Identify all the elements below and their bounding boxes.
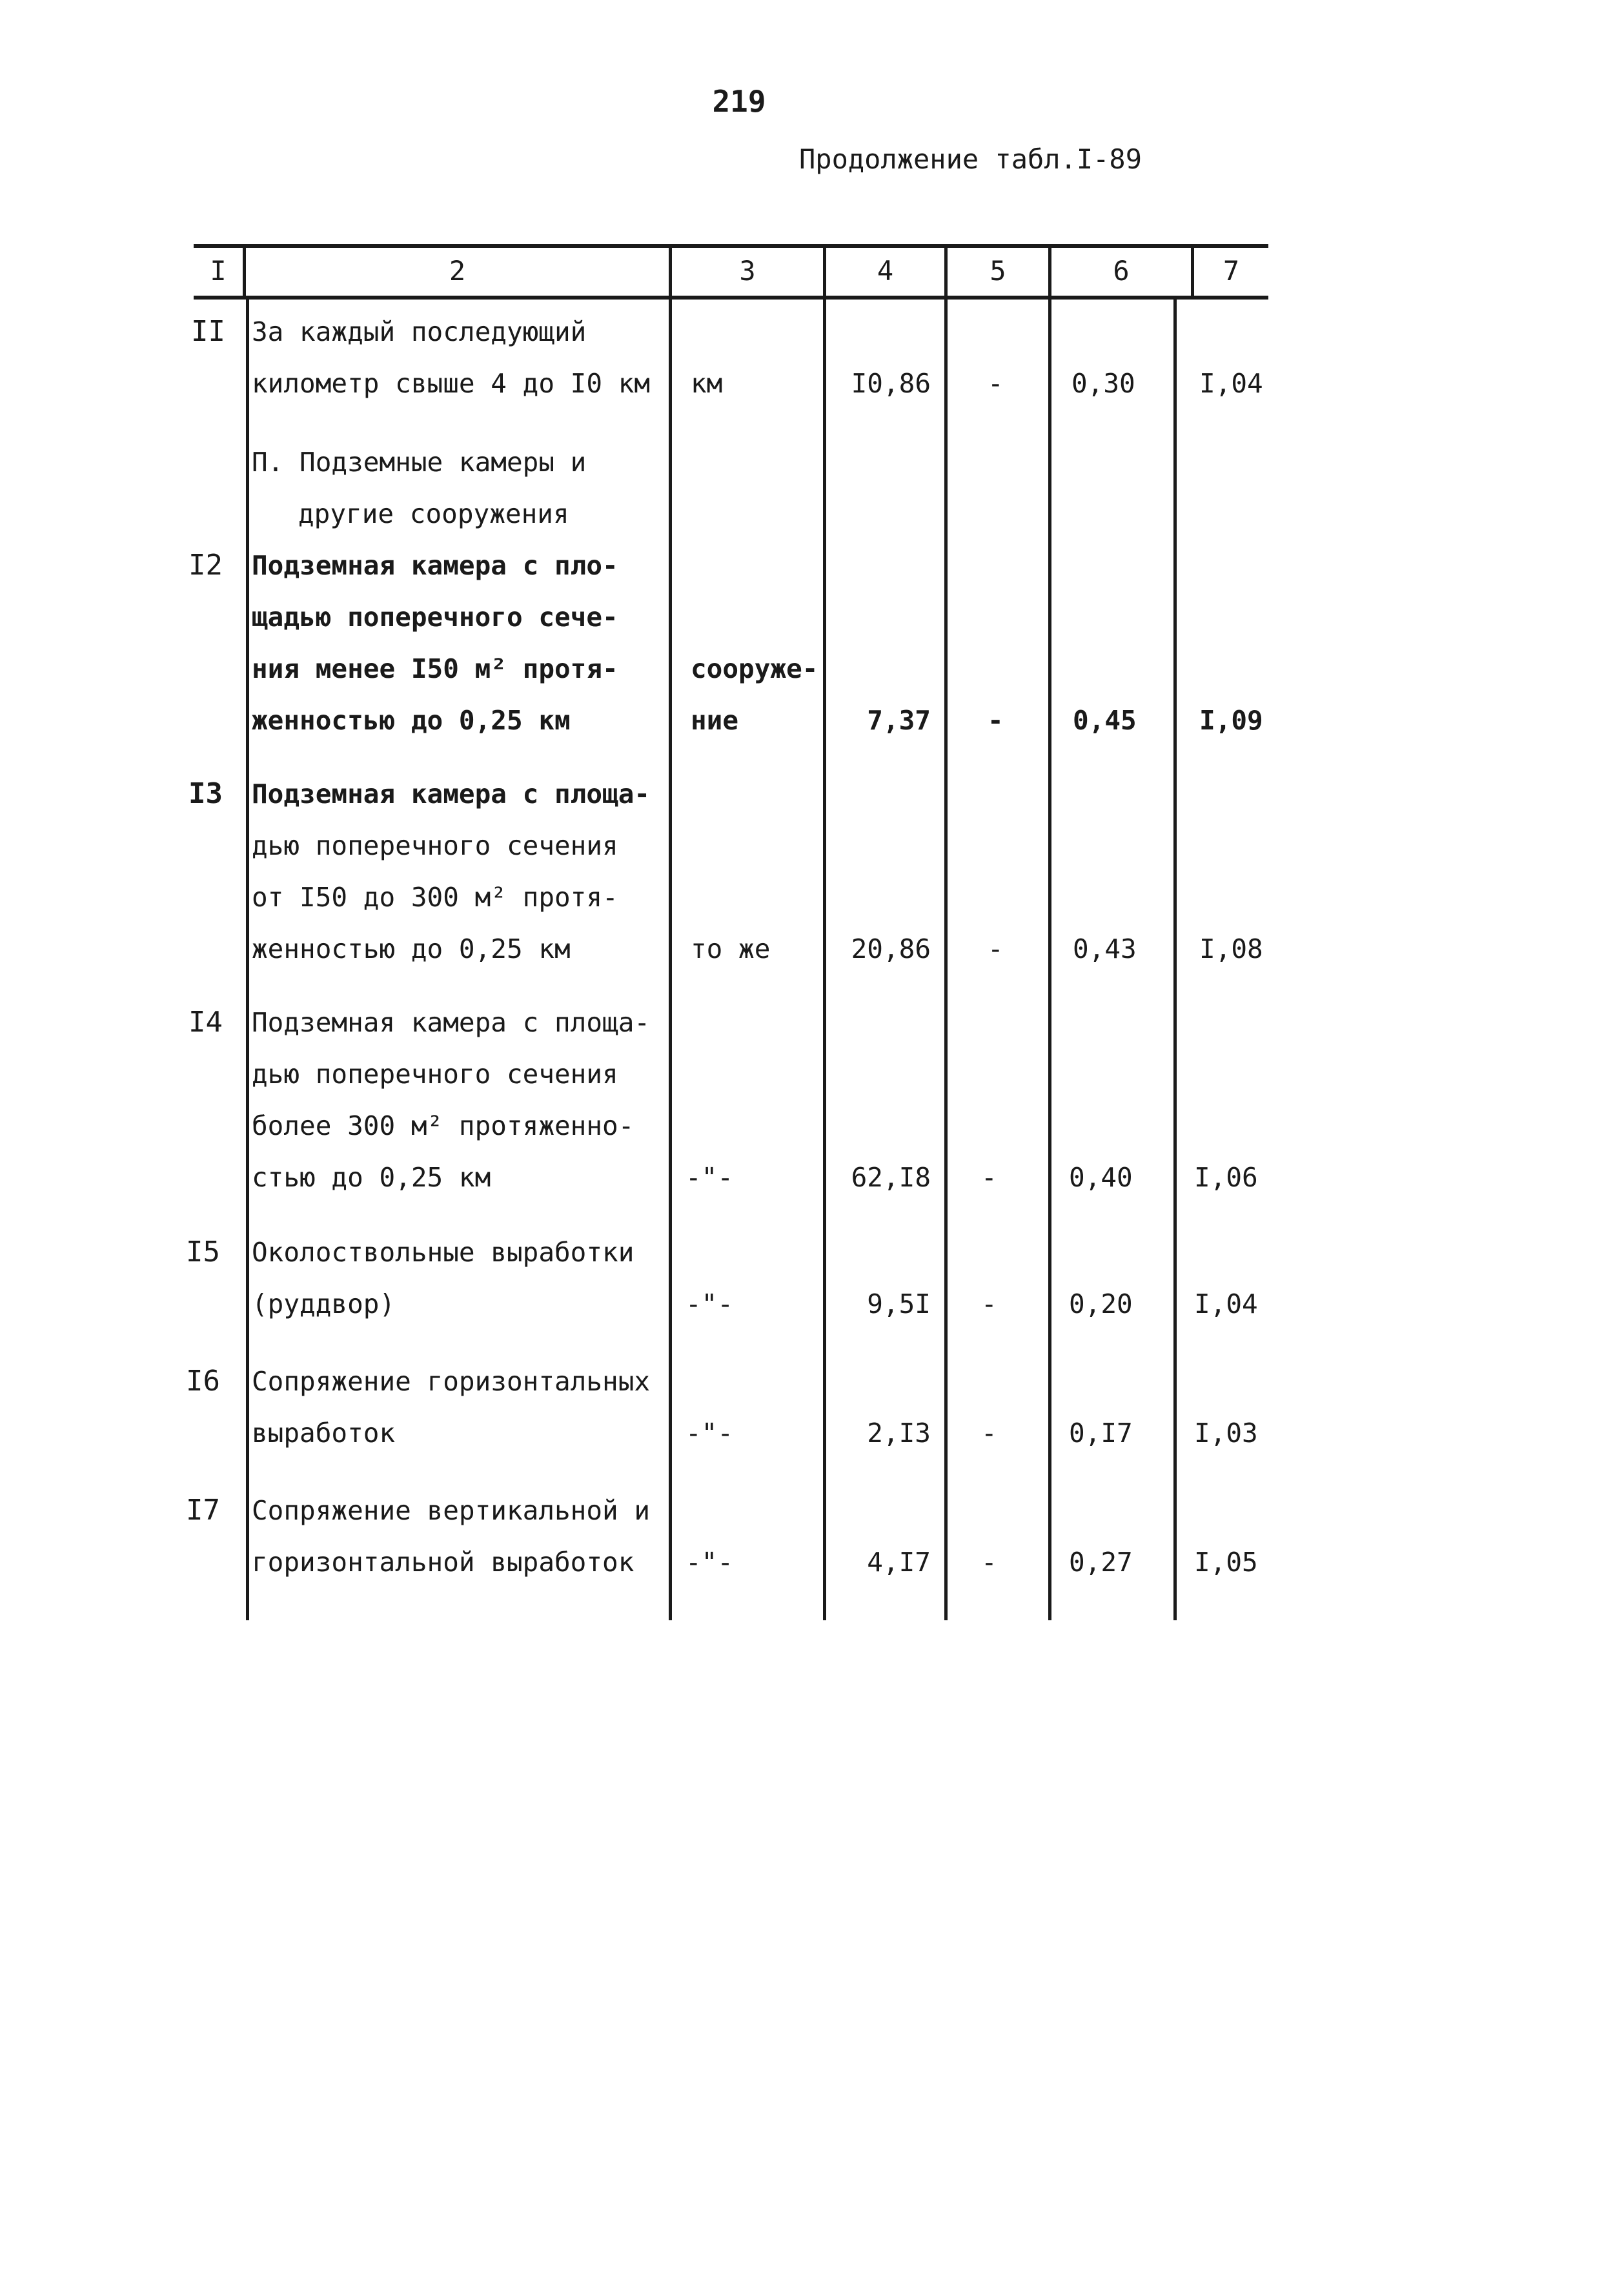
row-col-5: - (981, 1162, 997, 1193)
row-col-5: - (988, 705, 1004, 736)
row-unit: -"- (685, 1418, 734, 1449)
row-col-4: 4,I7 (867, 1547, 931, 1578)
row-col-6: 0,45 (1073, 705, 1137, 736)
row-col-7: I,05 (1194, 1547, 1258, 1578)
page-number: 219 (712, 84, 766, 119)
column-divider-3-4 (823, 247, 826, 1620)
row-col-6: 0,I7 (1069, 1418, 1133, 1449)
row-description-line: от I50 до 300 м² протя- (252, 882, 618, 913)
column-divider-2-3 (669, 247, 672, 1620)
row-col-6: 0,27 (1069, 1547, 1133, 1578)
row-col-5: - (981, 1547, 997, 1578)
row-col-6: 0,43 (1073, 933, 1137, 964)
row-description-line: женностью до 0,25 км (252, 705, 571, 736)
row-number: I3 (188, 777, 223, 810)
row-col-4: 2,I3 (867, 1418, 931, 1449)
table-top-rule (194, 244, 1268, 248)
header-col-1: I (210, 255, 227, 287)
row-number: I2 (188, 549, 223, 582)
row-number: I7 (186, 1494, 220, 1527)
row-description-line: дью поперечного сечения (252, 830, 618, 861)
row-description-line: Подземная камера с пло- (252, 550, 618, 581)
row-col-6: 0,30 (1071, 368, 1135, 399)
row-col-5: - (988, 368, 1004, 399)
header-col-7: 7 (1223, 255, 1240, 287)
column-divider-1-2-body (246, 298, 249, 1620)
row-description-line: щадью поперечного сече- (252, 602, 618, 633)
row-unit: ние (691, 705, 739, 736)
row-description-line: Сопряжение вертикальной и (252, 1495, 651, 1526)
row-col-4: I0,86 (851, 368, 931, 399)
row-number: I6 (186, 1365, 220, 1398)
column-divider-6-7-body (1173, 298, 1177, 1620)
row-unit: -"- (685, 1288, 734, 1319)
row-col-7: I,08 (1199, 933, 1263, 964)
row-description-line: горизонтальной выработок (252, 1547, 634, 1578)
row-description-line: За каждый последующий (252, 316, 587, 347)
row-description-line: более 300 м² протяженно- (252, 1110, 634, 1141)
column-divider-5-6 (1048, 247, 1051, 1620)
row-description-line: ния менее I50 м² протя- (252, 653, 618, 684)
row-col-6: 0,40 (1069, 1162, 1133, 1193)
row-description-line: выработок (252, 1418, 396, 1449)
row-col-7: I,06 (1194, 1162, 1258, 1193)
row-col-5: - (981, 1288, 997, 1319)
row-col-4: 7,37 (867, 705, 931, 736)
row-col-4: 9,5I (867, 1288, 931, 1319)
header-bottom-rule (194, 296, 1268, 300)
row-unit: -"- (685, 1547, 734, 1578)
header-col-2: 2 (449, 255, 466, 287)
row-description-line: Околоствольные выработки (252, 1237, 634, 1268)
section-title: другие сооружения (298, 498, 569, 529)
row-number: I5 (186, 1236, 220, 1268)
column-divider-4-5 (944, 247, 948, 1620)
row-description-line: дью поперечного сечения (252, 1059, 618, 1090)
row-description-line: женностью до 0,25 км (252, 933, 571, 964)
row-unit: сооруже- (691, 653, 818, 684)
header-col-6: 6 (1113, 255, 1130, 287)
row-col-4: 20,86 (851, 933, 931, 964)
row-unit: км (691, 368, 723, 399)
row-description-line: километр свыше 4 до I0 км (252, 368, 651, 399)
row-col-7: I,04 (1199, 368, 1263, 399)
row-unit: то же (691, 933, 771, 964)
row-col-7: I,04 (1194, 1288, 1258, 1319)
row-description-line: Подземная камера с площа- (252, 779, 651, 809)
row-description-line: (руддвор) (252, 1288, 396, 1319)
row-description-line: Подземная камера с площа- (252, 1007, 651, 1038)
table-caption: Продолжение табл.I-89 (799, 143, 1142, 175)
section-title: П. Подземные камеры и (252, 447, 587, 478)
row-unit: -"- (685, 1162, 734, 1193)
row-col-5: - (988, 933, 1004, 964)
row-number: II (191, 315, 225, 348)
row-col-6: 0,20 (1069, 1288, 1133, 1319)
row-number: I4 (188, 1006, 223, 1039)
row-description-line: стью до 0,25 км (252, 1162, 491, 1193)
row-col-7: I,09 (1199, 705, 1263, 736)
row-col-5: - (981, 1418, 997, 1449)
header-col-3: 3 (739, 255, 756, 287)
row-col-7: I,03 (1194, 1418, 1258, 1449)
header-col-5: 5 (990, 255, 1006, 287)
header-col-4: 4 (877, 255, 894, 287)
row-col-4: 62,I8 (851, 1162, 931, 1193)
row-description-line: Сопряжение горизонтальных (252, 1366, 651, 1397)
